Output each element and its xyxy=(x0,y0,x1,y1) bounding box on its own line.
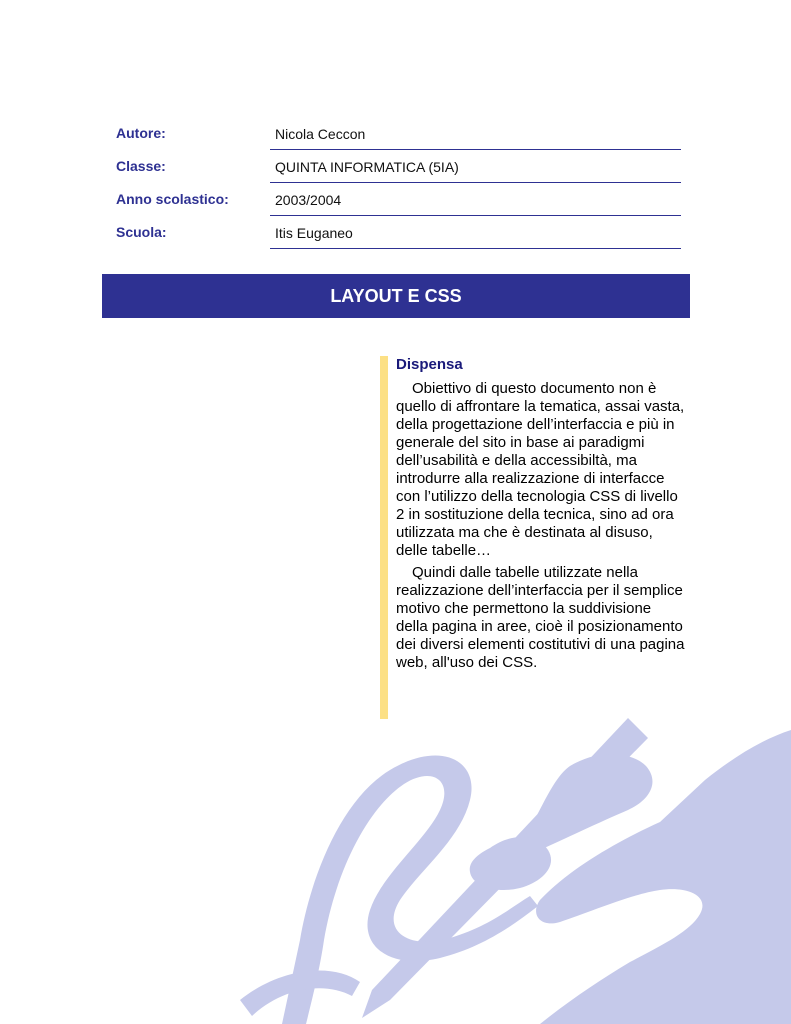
school-year-value: 2003/2004 xyxy=(270,183,681,216)
abstract-paragraph-1: Obiettivo di questo documento non è quello di affrontare la tematica, assai vasta, della progettazione dell’interfaccia e più in generale del sito in base ai paradigmi dell’usabilità e della accessibiltà, ma introdurre alla realizzazione di interfacce con l’utilizzo della tecnologia CSS di livello 2 in sostituzione della tecnica, sino ad ora utilizzata ma che è destinata al disuso, delle tabelle… xyxy=(396,380,685,559)
school-value: Itis Euganeo xyxy=(270,216,681,249)
hand-writing-icon xyxy=(240,700,791,1024)
document-title-bar xyxy=(102,274,690,318)
author-label: Autore: xyxy=(116,125,166,141)
info-row-author xyxy=(116,117,681,150)
school-year-label: Anno scolastico: xyxy=(116,191,229,207)
class-label: Classe: xyxy=(116,158,166,174)
abstract-paragraph-2: Quindi dalle tabelle utilizzate nella realizzazione dell’interfaccia per il semplice motivo che permettono la suddivisione della pagina in aree, cioè il posizionamento dei diversi elementi costitutivi di una pagina web, all'uso dei CSS. xyxy=(396,564,685,671)
info-row-school xyxy=(116,216,681,249)
abstract-accent-bar xyxy=(380,356,388,719)
school-label: Scuola: xyxy=(116,224,167,240)
abstract-box xyxy=(380,356,685,719)
document-title: LAYOUT E CSS xyxy=(330,285,462,306)
document-info-table xyxy=(116,117,681,249)
abstract-heading: Dispensa xyxy=(396,356,463,373)
info-row-class xyxy=(116,150,681,183)
class-value: QUINTA INFORMATICA (5IA) xyxy=(270,150,681,183)
author-value: Nicola Ceccon xyxy=(270,117,681,150)
abstract-content xyxy=(396,356,686,676)
info-row-school-year xyxy=(116,183,681,216)
